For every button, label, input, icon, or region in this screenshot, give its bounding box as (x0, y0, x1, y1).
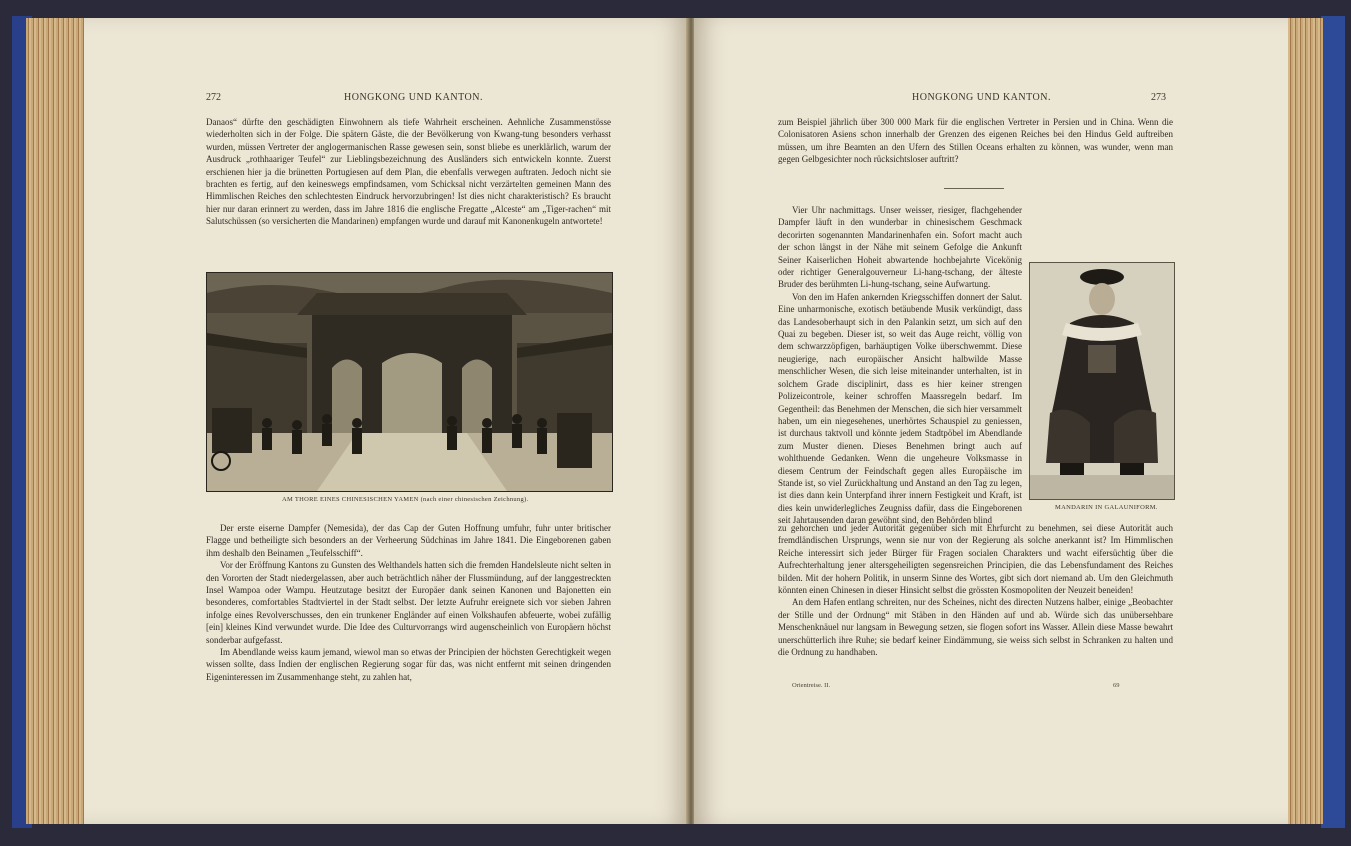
right-page-number: 273 (1151, 92, 1166, 103)
page-edges-right (1283, 18, 1323, 824)
right-full-paragraph-1: zu gehorchen und jeder Autorität gegenüber sich mit Ehrfurcht zu benehmen, sei diese Autorität auch fremdländischen Ursprungs, wenn sie nur von der Regierung als solche anerkannt ist? Im Himmlischen Reiche interessirt sich jeder Bürger für Fragen socialen Charakters und wacht eifersüchtig über die Aufrechterhaltung jener altersgeheiligten segensreichen Principien, die das Lebensfundament des Reiches bilden. Mit der hohern Politik, in unserm Sinne des Wortes, gibt sich dort niemand ab. Um den Gleichmuth könnten einen Chinesen in dieser Hinsicht selbst die grössten Kosmopoliten der Neuzeit beneiden! (778, 523, 1173, 596)
right-full-paragraph-2: An dem Hafen entlang schreiten, nur des Scheines, nicht des directen Nutzens halber, einige „Beobachter der Stille und der Ordnung“ mit Stäben in den Händen auf und ab. Würde sich das unübersehbare Menschenknäuel nur langsam in Bewegung setzen, sie flogen sofort ins Wasser. Allein diese Masse bewahrt unerschütterlich ihre Ruhe; sie bedarf keiner Eindämmung, sie weiss sich selbst in Schranken zu halten und die Ordnung zu handhaben. (778, 597, 1173, 658)
signature-number: 69 (1113, 682, 1120, 689)
left-paragraph-3: Im Abendlande weiss kaum jemand, wiewol man so etwas der Principien der höchsten Gerechtigkeit wegen wissen sollte, dass Indien der englischen Regierung sogar für das, was nicht entfernt mit seinen dringenden Eigeninteressen im Zusammenhange steht, zu zahlen hat, (206, 647, 611, 682)
right-wrap-text (778, 204, 1022, 527)
right-top-paragraph: zum Beispiel jährlich über 300 000 Mark für die englischen Vertreter in Persien und in China. Wenn die Colonisatoren Asiens schon innerhalb der Grenzen des eigenen Reiches bei den Hindus Geld auftreiben müssen, um ihre Beamten an den Ufern des Stillen Oceans erhalten zu können, was wunder, wenn man gegen Gelbgesichter noch rücksichtsloser auftritt? (778, 117, 1173, 165)
mandarin-engraving (1030, 263, 1174, 499)
left-page-number: 272 (206, 92, 221, 103)
left-paragraph-1: Der erste eiserne Dampfer (Nemesida), der das Cap der Guten Hoffnung umfuhr, fuhr unter britischer Flagge und betheiligte sich besonders an der Verheerung Südchinas im Jahre 1841. Die Eingeborenen gaben ihm deshalb den Beinamen „Teufelsschiff“. (206, 523, 611, 558)
mandarin-portrait (1029, 262, 1175, 500)
section-divider (944, 188, 1004, 189)
right-wrap-paragraph-1: Vier Uhr nachmittags. Unser weisser, riesiger, flachgehender Dampfer läuft in den wunderbar in chinesischem Geschmack decorirten sogenannten Mandarinenhafen ein. Sofort macht auch der schon längst in der Nähe mit seinem Gefolge die Ankunft Seiner Kaiserlichen Hoheit abwartende hochbejahrte Vicekönig oder richtiger Generalgouverneur Li-hang-tschang, der älteste Bruder des berühmten Li-hung-tschang, seine Aufwartung. (778, 205, 1022, 290)
right-running-head: HONGKONG UND KANTON. (912, 92, 1051, 103)
left-paragraph-2: Vor der Eröffnung Kantons zu Gunsten des Welthandels hatten sich die fremden Handelsleute nicht selten in den Vororten der Stadt niedergelassen, aber auch beträchtlich näher der Flussmündung, auf der langgestreckten Insel Wampoa oder Wampu. Heutzutage besitzt der Europäer dank seinen Kanonen und Bajonetten ein besonderes, comfortables Stadtviertel in der Stadt selbst. Der letzte Aufruhr ereignete sich vor sieben Jahren infolge eines Revolverschusses, den ein trunkener Engländer auf einen Volkshaufen abfeuerte, wobei zufällig [ein] kleines Kind verwundet wurde. Die Idee des Culturvorrangs wird augenscheinlich von Europäern höchst sonderbar aufgefasst. (206, 560, 611, 645)
book-cover-right (1321, 16, 1345, 828)
yamen-gate-engraving (207, 273, 612, 491)
right-full-text (778, 522, 1173, 658)
right-top-paragraph-block (778, 116, 1173, 166)
left-top-paragraph: Danaos“ dürfte den geschädigten Einwohnern als tiefe Wahrheit erscheinen. Aehnliche Zusammenstösse wiederholten sich in der Folge. Die spätern Gäste, die der Bevölkerung von Kwang-tung besonders verhasst wurden, müssen Vertreter der anglogermanischen Rasse gewesen sein, sonst bliebe es unerklärlich, warum der Ausdruck „rothhaariger Teufel“ zur Lieblingsbezeichnung des Ausländers sich entwickeln konnte. Zuerst erschienen hier ja die brünetten Portugiesen auf dem Plan, die ebenfalls verwegen auftraten. Jedoch nicht sie brachten es fertig, auf den keineswegs empfindsamen, vom Schicksal nicht verzärtelten gemeinen Mann des Himmlischen Reiches den schlechtesten Eindruck hervorzubringen! Ist dies nicht charakteristisch? Es braucht hier nur daran erinnert zu werden, dass im Jahre 1816 die englische Fregatte „Alceste“ am „Tiger-rachen“ mit Salutschüssen (so versicherten die Mandarinen) empfangen wurde und darauf mit Kanonenkugeln antwortete! (206, 117, 611, 227)
left-running-head: HONGKONG UND KANTON. (344, 92, 483, 103)
left-main-text (206, 522, 611, 683)
portrait-caption: MANDARIN IN GALAUNIFORM. (1055, 504, 1158, 511)
page-edges-left (26, 18, 86, 824)
right-wrap-paragraph-2: Von den im Hafen ankernden Kriegsschiffen donnert der Salut. Eine unharmonische, exotisch betäubende Musik verkündigt, dass das Landesoberhaupt sich in den Palankin setzt, um sich auf den Quai zu begeben. Dieser ist, so weit das Auge reicht, völlig von dem schwarzzöpfigen, barhäuptigen Volke überschwemmt. Diese neugierige, nach europäischer Ansicht halbwilde Masse menschlicher Wesen, die sich leise miteinander unterhalten, ist in solchem Grade disciplinirt, dass es hier keiner strengen Polizeicontrole, keiner schroffen Maassregeln bedarf. Im Gegentheil: das Benehmen der Menschen, die sich hier versammelt haben, um ein niegesehenes, unerhörtes Schauspiel zu geniessen, ist durchaus taktvoll und könnte jedem Stadtpöbel im Abendlande zum Muster dienen. Dieses Benehmen bringt auch auf wohlthuende Gedanken. Wenn die ungeheure Volksmasse in diesem Centrum der Feindschaft gegen alles Europäische im Stande ist, so viel Zurückhaltung und Anstand an den Tag zu legen, ist dies dann kein Unterpfand ihrer innern Festigkeit und Kraft, ist dies kein unwiderlegliches Zeugniss dafür, dass die Eingeborenen seit Jahrtausenden daran gewöhnt sind, den Behörden blind (778, 291, 1022, 526)
yamen-illustration-caption: AM THORE EINES CHINESISCHEN YAMEN (nach einer chinesischen Zeichnung). (282, 496, 529, 503)
left-top-paragraph-block (206, 116, 611, 228)
signature-mark: Orientreise. II. (792, 682, 831, 689)
yamen-gate-illustration (206, 272, 613, 492)
